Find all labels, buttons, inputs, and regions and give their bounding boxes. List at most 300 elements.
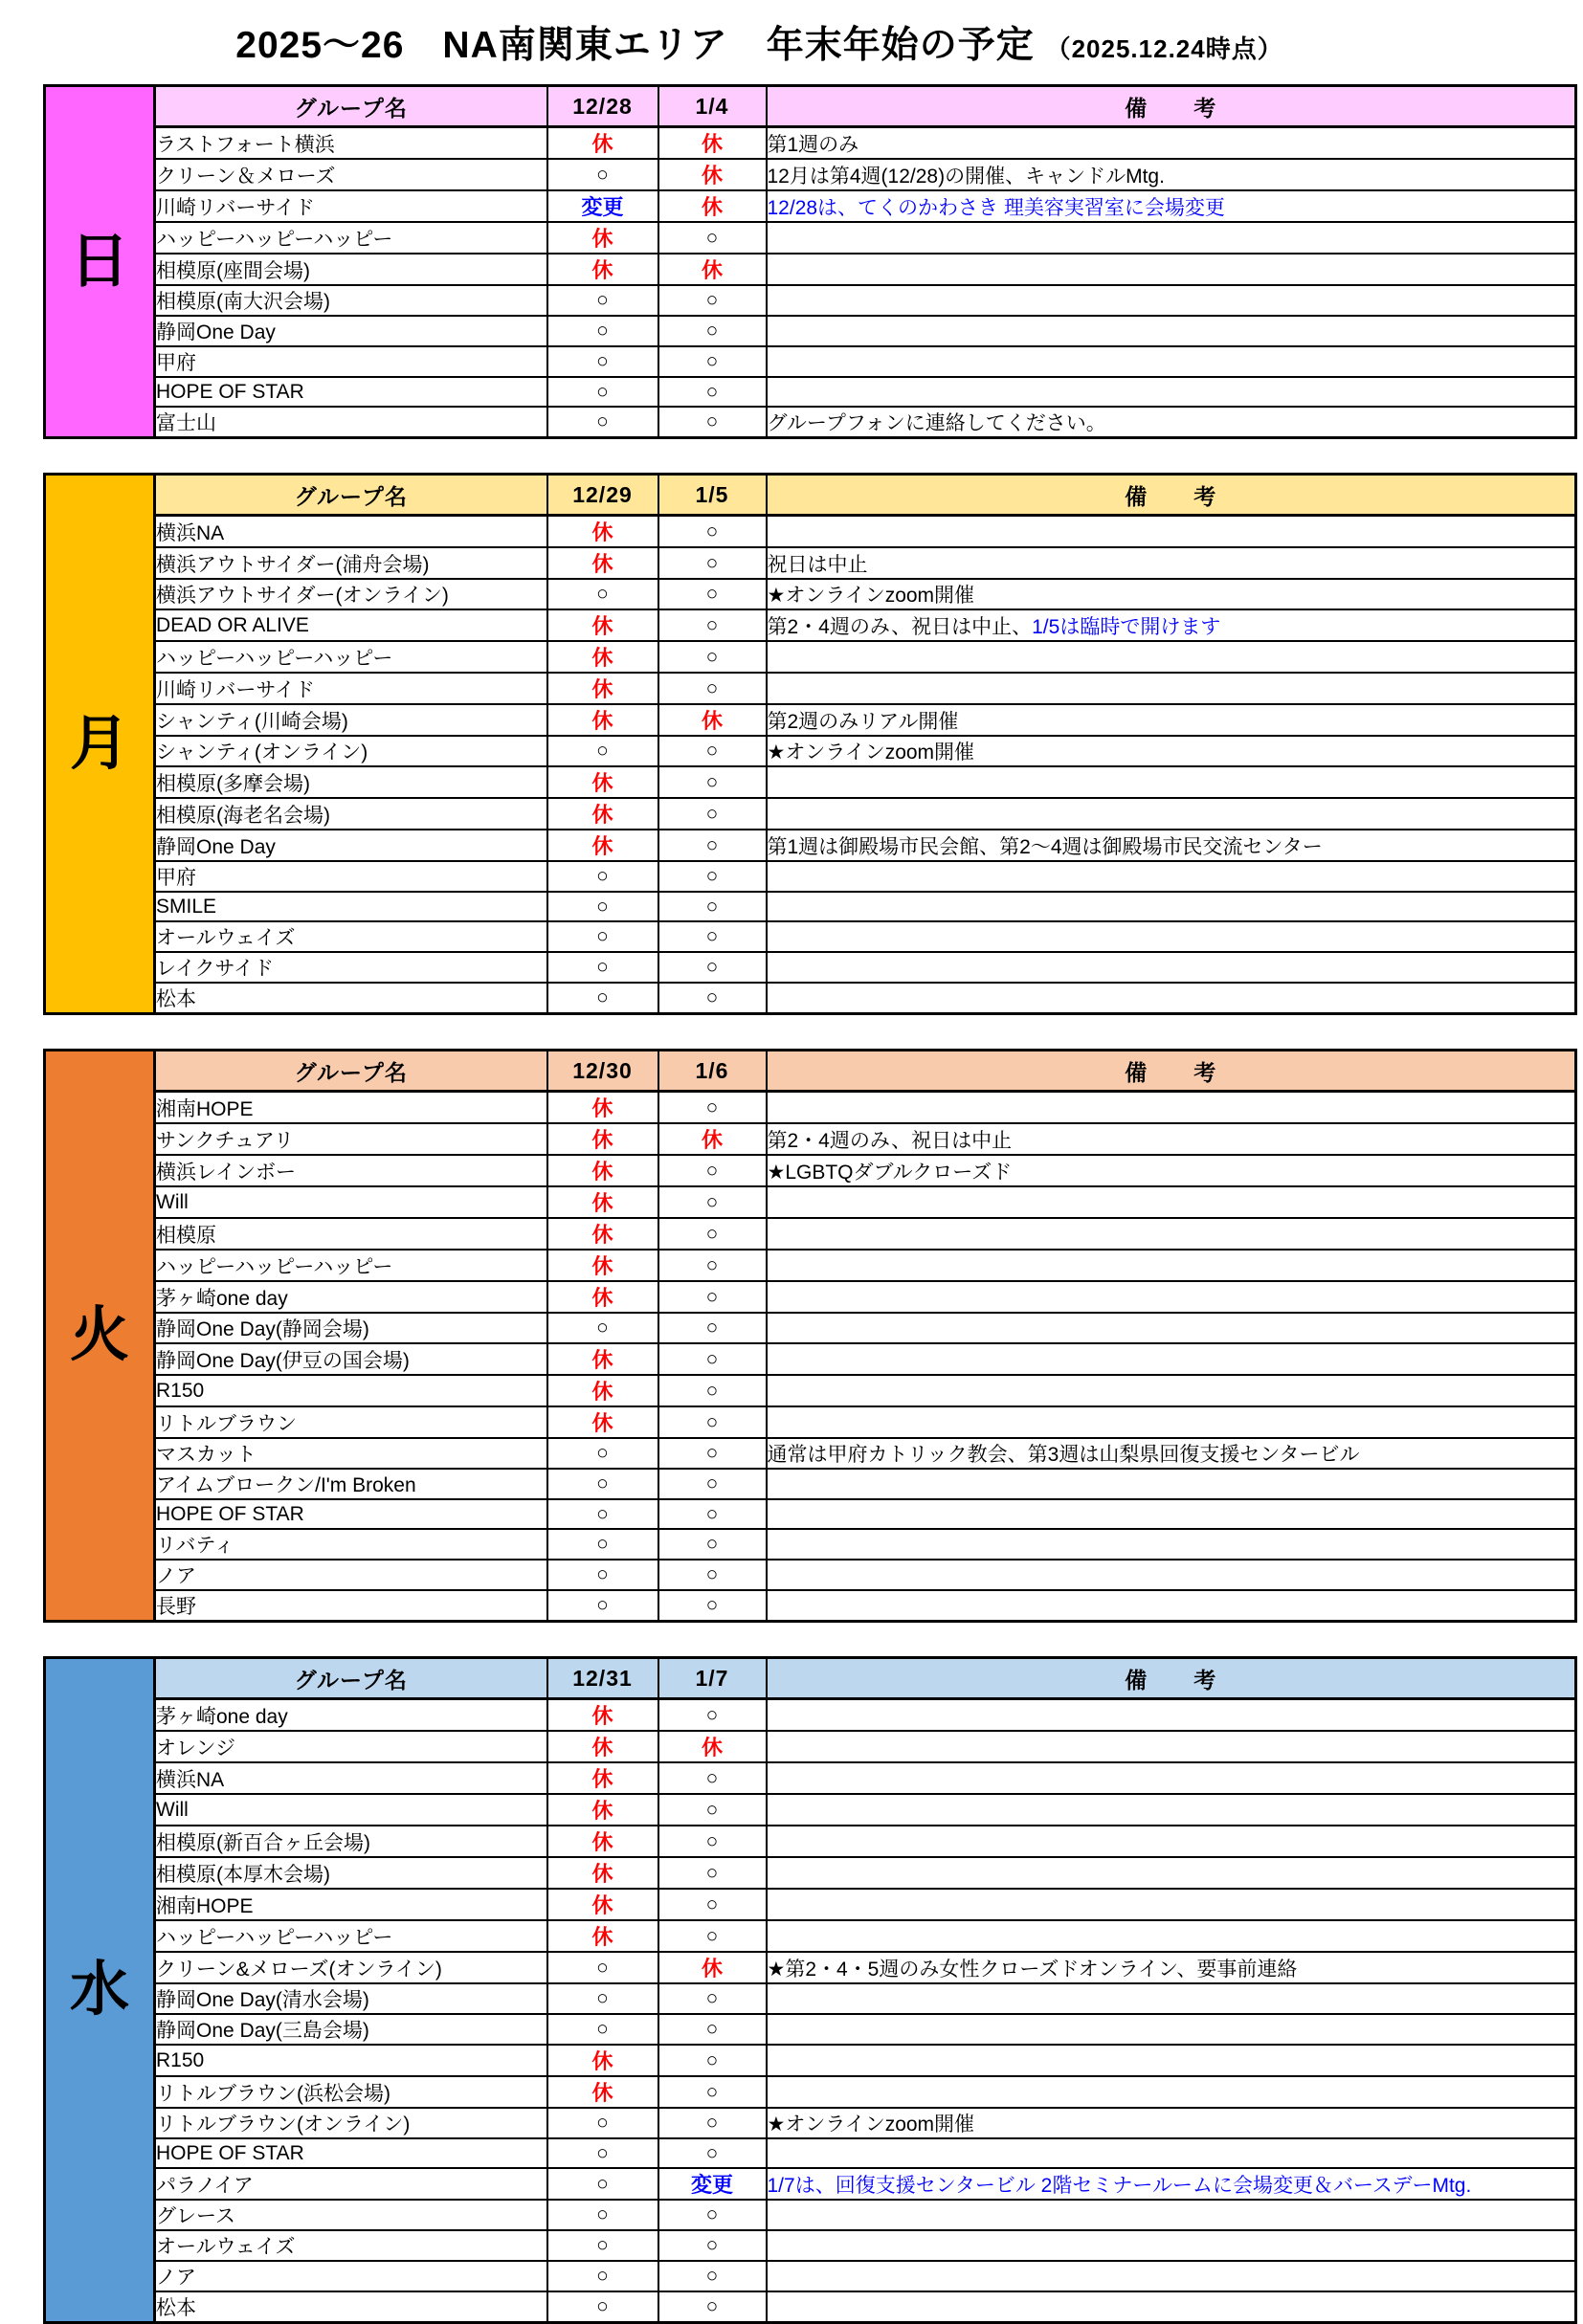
group-name-cell: 甲府 (155, 861, 547, 892)
date1-status-cell: 休 (547, 222, 658, 254)
date2-status-cell: ○ (658, 1281, 767, 1313)
group-name-cell: ノア (155, 1560, 547, 1590)
table-row (155, 2014, 1576, 2045)
date1-status-cell: ○ (547, 861, 658, 892)
date2-status-cell: ○ (658, 2138, 767, 2168)
remark-cell (767, 1826, 1576, 1857)
date2-status-cell: ○ (658, 830, 767, 861)
table-row (155, 285, 1576, 316)
date1-status-cell: 休 (547, 704, 658, 736)
date1-status-cell: 休 (547, 1406, 658, 1438)
remark-cell (767, 316, 1576, 346)
table-row (155, 766, 1576, 798)
date2-status-cell: ○ (658, 1590, 767, 1622)
table-row (155, 1186, 1576, 1218)
group-name-cell: アイムブロークン/I'm Broken (155, 1469, 547, 1499)
remark-cell (767, 983, 1576, 1014)
group-name-cell: 静岡One Day(三島会場) (155, 2014, 547, 2045)
date1-status-cell: 休 (547, 1731, 658, 1762)
date2-status-cell: ○ (658, 609, 767, 641)
table-row (155, 983, 1576, 1014)
date2-status-cell: 変更 (658, 2168, 767, 2200)
remark-text: グループフォンに連絡してください。 (767, 412, 1106, 434)
date2-status-cell: ○ (658, 1762, 767, 1794)
date2-status-cell: ○ (658, 1529, 767, 1560)
group-name-cell: 静岡One Day(静岡会場) (155, 1313, 547, 1343)
date1-status-cell: 休 (547, 1155, 658, 1186)
table-row (155, 892, 1576, 921)
remark-text: ★LGBTQダブルクローズド (767, 1161, 1013, 1184)
date2-status-cell: ○ (658, 1983, 767, 2014)
date1-status-cell: 休 (547, 2076, 658, 2108)
remark-text: 12/28は、てくのかわさき 理美容実習室に会場変更 (767, 196, 1225, 219)
table-row (155, 1699, 1576, 1732)
date2-status-cell: 休 (658, 190, 767, 222)
table-row (155, 579, 1576, 609)
remark-cell (767, 1983, 1576, 2014)
date2-status-cell: ○ (658, 1857, 767, 1889)
table-row (155, 2230, 1576, 2261)
group-name-cell: シャンティ(川崎会場) (155, 704, 547, 736)
table-row (155, 1826, 1576, 1857)
date2-status-cell: ○ (658, 1499, 767, 1529)
remark-cell (767, 704, 1576, 736)
date1-status-cell: ○ (547, 1313, 658, 1343)
date2-status-cell: 休 (658, 1731, 767, 1762)
table-row (155, 921, 1576, 952)
remark-cell (767, 1092, 1576, 1124)
group-name-cell: DEAD OR ALIVE (155, 609, 547, 641)
date2-status-cell: ○ (658, 316, 767, 346)
date1-status-cell: ○ (547, 952, 658, 983)
date1-status-cell: 休 (547, 254, 658, 285)
column-header-remark: 備 考 (767, 1658, 1576, 1699)
remark-text: 12月は第4週(12/28)の開催、キャンドルMtg. (767, 165, 1165, 188)
group-name-cell: グレース (155, 2200, 547, 2230)
column-header-group: グループ名 (155, 1658, 547, 1699)
date2-status-cell: 休 (658, 127, 767, 160)
table-row (155, 1313, 1576, 1343)
date2-status-cell: ○ (658, 766, 767, 798)
group-name-cell: クリーン＆メローズ (155, 159, 547, 190)
group-name-cell: R150 (155, 2045, 547, 2076)
remark-cell (767, 190, 1576, 222)
page-title-main: 2025〜26 NA南関東エリア 年末年始の予定 (235, 25, 1035, 66)
remark-cell (767, 1857, 1576, 1889)
remark-cell (767, 2200, 1576, 2230)
group-name-cell: 湘南HOPE (155, 1092, 547, 1124)
date2-status-cell: ○ (658, 1343, 767, 1375)
date2-status-cell: ○ (658, 222, 767, 254)
group-name-cell: Will (155, 1794, 547, 1826)
group-name-cell: サンクチュアリ (155, 1123, 547, 1155)
date2-status-cell: ○ (658, 377, 767, 407)
group-name-cell: SMILE (155, 892, 547, 921)
remark-cell (767, 2076, 1576, 2108)
remark-cell (767, 952, 1576, 983)
date2-status-cell: ○ (658, 983, 767, 1014)
table-row (155, 516, 1576, 548)
remark-cell (767, 2014, 1576, 2045)
date1-status-cell: 休 (547, 1281, 658, 1313)
remark-cell (767, 547, 1576, 579)
date1-status-cell: ○ (547, 2230, 658, 2261)
date1-status-cell: 休 (547, 547, 658, 579)
group-name-cell: ハッピーハッピーハッピー (155, 1250, 547, 1281)
date2-status-cell: ○ (658, 1155, 767, 1186)
section-sunday (43, 84, 1577, 439)
group-name-cell: ハッピーハッピーハッピー (155, 1920, 547, 1952)
date1-status-cell: ○ (547, 1560, 658, 1590)
date2-status-cell: ○ (658, 736, 767, 766)
date1-status-cell: ○ (547, 892, 658, 921)
table-row (155, 377, 1576, 407)
date2-status-cell: ○ (658, 2014, 767, 2045)
date1-status-cell: ○ (547, 1438, 658, 1469)
table-row (155, 2291, 1576, 2323)
remark-cell (767, 377, 1576, 407)
column-header-date1: 12/28 (547, 86, 658, 127)
page-title (43, 15, 1476, 69)
remark-cell (767, 2291, 1576, 2323)
group-name-cell: 相模原(多摩会場) (155, 766, 547, 798)
remark-cell (767, 1560, 1576, 1590)
group-name-cell: 横浜レインボー (155, 1155, 547, 1186)
date1-status-cell: ○ (547, 377, 658, 407)
date2-status-cell: ○ (658, 1092, 767, 1124)
date2-status-cell: ○ (658, 2291, 767, 2323)
remark-text: 1/5は臨時で開けます (1032, 615, 1221, 638)
table-row (155, 1343, 1576, 1375)
date2-status-cell: ○ (658, 1699, 767, 1732)
table-row (155, 1499, 1576, 1529)
remark-cell (767, 1375, 1576, 1406)
group-name-cell: HOPE OF STAR (155, 1499, 547, 1529)
date1-status-cell: ○ (547, 921, 658, 952)
date1-status-cell: ○ (547, 1469, 658, 1499)
remark-cell (767, 1313, 1576, 1343)
group-name-cell: 川崎リバーサイド (155, 190, 547, 222)
date1-status-cell: ○ (547, 2291, 658, 2323)
date2-status-cell: ○ (658, 1438, 767, 1469)
date2-status-cell: ○ (658, 285, 767, 316)
remark-cell (767, 1920, 1576, 1952)
date1-status-cell: 休 (547, 798, 658, 830)
remark-cell (767, 1762, 1576, 1794)
date1-status-cell: 休 (547, 1343, 658, 1375)
table-row (155, 547, 1576, 579)
date1-status-cell: ○ (547, 407, 658, 438)
day-label-monday: 月 (69, 710, 129, 777)
table-row (155, 1983, 1576, 2014)
date2-status-cell: ○ (658, 1313, 767, 1343)
day-label-cell-tuesday (43, 1049, 153, 1623)
remark-text: 祝日は中止 (767, 553, 868, 576)
date2-status-cell: ○ (658, 798, 767, 830)
group-name-cell: 松本 (155, 983, 547, 1014)
remark-text: ★第2・4・5週のみ女性クローズドオンライン、要事前連絡 (767, 1958, 1298, 1981)
date2-status-cell: ○ (658, 2230, 767, 2261)
remark-cell (767, 1343, 1576, 1375)
date1-status-cell: 休 (547, 1375, 658, 1406)
remark-cell (767, 346, 1576, 377)
column-header-date2: 1/7 (658, 1658, 767, 1699)
date2-status-cell: ○ (658, 1375, 767, 1406)
date1-status-cell: ○ (547, 2200, 658, 2230)
date1-status-cell: ○ (547, 1590, 658, 1622)
remark-cell (767, 2108, 1576, 2138)
date1-status-cell: 休 (547, 1889, 658, 1920)
table-row (155, 1281, 1576, 1313)
group-name-cell: 相模原(海老名会場) (155, 798, 547, 830)
schedule-table-monday (153, 473, 1577, 1015)
date1-status-cell: 休 (547, 830, 658, 861)
remark-cell (767, 254, 1576, 285)
date1-status-cell: 休 (547, 1186, 658, 1218)
date2-status-cell: ○ (658, 516, 767, 548)
remark-cell (767, 1155, 1576, 1186)
remark-cell (767, 2230, 1576, 2261)
date2-status-cell: 休 (658, 1952, 767, 1983)
table-row (155, 736, 1576, 766)
date1-status-cell: 休 (547, 1920, 658, 1952)
date2-status-cell: ○ (658, 2108, 767, 2138)
group-name-cell: ノア (155, 2261, 547, 2291)
table-row (155, 254, 1576, 285)
column-header-remark: 備 考 (767, 1051, 1576, 1092)
group-name-cell: R150 (155, 1375, 547, 1406)
remark-cell (767, 736, 1576, 766)
remark-text: 第1週は御殿場市民会館、第2〜4週は御殿場市民交流センター (767, 835, 1323, 858)
date1-status-cell: 休 (547, 1762, 658, 1794)
table-row (155, 2138, 1576, 2168)
remark-cell (767, 127, 1576, 160)
date1-status-cell: 休 (547, 2045, 658, 2076)
group-name-cell: クリーン&メローズ(オンライン) (155, 1952, 547, 1983)
date2-status-cell: ○ (658, 1186, 767, 1218)
remark-text: ★オンラインzoom開催 (767, 741, 975, 764)
date1-status-cell: ○ (547, 983, 658, 1014)
date1-status-cell: ○ (547, 159, 658, 190)
date1-status-cell: 休 (547, 1857, 658, 1889)
group-name-cell: パラノイア (155, 2168, 547, 2200)
date1-status-cell: ○ (547, 2168, 658, 2200)
table-row (155, 1406, 1576, 1438)
group-name-cell: 長野 (155, 1590, 547, 1622)
remark-cell (767, 1406, 1576, 1438)
date1-status-cell: 休 (547, 641, 658, 673)
column-header-group: グループ名 (155, 475, 547, 516)
table-row (155, 2168, 1576, 2200)
date2-status-cell: 休 (658, 159, 767, 190)
column-header-date2: 1/6 (658, 1051, 767, 1092)
schedule-table-wednesday (153, 1656, 1577, 2324)
date2-status-cell: 休 (658, 1123, 767, 1155)
column-header-group: グループ名 (155, 86, 547, 127)
table-row (155, 1469, 1576, 1499)
group-name-cell: 静岡One Day(清水会場) (155, 1983, 547, 2014)
group-name-cell: 相模原(本厚木会場) (155, 1857, 547, 1889)
date1-status-cell: 休 (547, 1092, 658, 1124)
group-name-cell: リバティ (155, 1529, 547, 1560)
remark-cell (767, 285, 1576, 316)
table-row (155, 1920, 1576, 1952)
remark-cell (767, 798, 1576, 830)
group-name-cell: リトルブラウン (155, 1406, 547, 1438)
table-row (155, 1155, 1576, 1186)
group-name-cell: 甲府 (155, 346, 547, 377)
date2-status-cell: 休 (658, 254, 767, 285)
table-row (155, 1762, 1576, 1794)
page-title-asof: （2025.12.24時点） (1045, 34, 1283, 63)
date1-status-cell: ○ (547, 2108, 658, 2138)
date1-status-cell: ○ (547, 736, 658, 766)
day-label-cell-monday (43, 473, 153, 1015)
date2-status-cell: ○ (658, 407, 767, 438)
date1-status-cell: 変更 (547, 190, 658, 222)
table-row (155, 2261, 1576, 2291)
date2-status-cell: ○ (658, 1218, 767, 1250)
date1-status-cell: 休 (547, 609, 658, 641)
table-row (155, 673, 1576, 704)
date2-status-cell: ○ (658, 1469, 767, 1499)
date1-status-cell: ○ (547, 285, 658, 316)
remark-cell (767, 673, 1576, 704)
date2-status-cell: ○ (658, 1794, 767, 1826)
date1-status-cell: 休 (547, 127, 658, 160)
remark-cell (767, 1186, 1576, 1218)
group-name-cell: 相模原(南大沢会場) (155, 285, 547, 316)
table-row (155, 346, 1576, 377)
remark-cell (767, 159, 1576, 190)
group-name-cell: マスカット (155, 1438, 547, 1469)
date2-status-cell: ○ (658, 952, 767, 983)
remark-cell (767, 641, 1576, 673)
table-row (155, 2200, 1576, 2230)
date1-status-cell: 休 (547, 1218, 658, 1250)
remark-cell (767, 1590, 1576, 1622)
remark-cell (767, 2045, 1576, 2076)
remark-cell (767, 1499, 1576, 1529)
date2-status-cell: ○ (658, 2261, 767, 2291)
table-row (155, 127, 1576, 160)
group-name-cell: ラストフォート横浜 (155, 127, 547, 160)
table-row (155, 2076, 1576, 2108)
day-label-tuesday: 火 (69, 1302, 129, 1368)
remark-cell (767, 921, 1576, 952)
remark-cell (767, 1952, 1576, 1983)
schedule-table-sunday (153, 84, 1577, 439)
group-name-cell: オレンジ (155, 1731, 547, 1762)
date1-status-cell: ○ (547, 1529, 658, 1560)
remark-cell (767, 861, 1576, 892)
header-row (155, 1051, 1576, 1092)
remark-cell (767, 1794, 1576, 1826)
date2-status-cell: ○ (658, 1250, 767, 1281)
group-name-cell: ハッピーハッピーハッピー (155, 222, 547, 254)
group-name-cell: オールウェイズ (155, 2230, 547, 2261)
table-row (155, 1250, 1576, 1281)
table-row (155, 1857, 1576, 1889)
group-name-cell: ハッピーハッピーハッピー (155, 641, 547, 673)
table-row (155, 641, 1576, 673)
remark-cell (767, 1529, 1576, 1560)
date1-status-cell: 休 (547, 1699, 658, 1732)
section-tuesday (43, 1049, 1577, 1623)
group-name-cell: 相模原(座間会場) (155, 254, 547, 285)
date2-status-cell: ○ (658, 547, 767, 579)
remark-cell (767, 766, 1576, 798)
table-row (155, 1438, 1576, 1469)
date2-status-cell: ○ (658, 673, 767, 704)
group-name-cell: 松本 (155, 2291, 547, 2323)
table-row (155, 1375, 1576, 1406)
remark-cell (767, 222, 1576, 254)
date1-status-cell: ○ (547, 2138, 658, 2168)
date2-status-cell: ○ (658, 641, 767, 673)
date1-status-cell: 休 (547, 516, 658, 548)
table-row (155, 1952, 1576, 1983)
group-name-cell: 静岡One Day (155, 830, 547, 861)
table-row (155, 952, 1576, 983)
remark-cell (767, 1699, 1576, 1732)
remark-cell (767, 1281, 1576, 1313)
table-row (155, 407, 1576, 438)
remark-text: 第1週のみ (767, 133, 859, 156)
column-header-date2: 1/4 (658, 86, 767, 127)
remark-cell (767, 2261, 1576, 2291)
remark-cell (767, 1731, 1576, 1762)
group-name-cell: 静岡One Day(伊豆の国会場) (155, 1343, 547, 1375)
table-row (155, 159, 1576, 190)
remark-text: 第2・4週のみ、祝日は中止、 (767, 615, 1033, 638)
table-row (155, 1123, 1576, 1155)
table-row (155, 316, 1576, 346)
header-row (155, 1658, 1576, 1699)
column-header-date1: 12/29 (547, 475, 658, 516)
date2-status-cell: ○ (658, 921, 767, 952)
table-row (155, 1590, 1576, 1622)
section-monday (43, 473, 1577, 1015)
table-row (155, 798, 1576, 830)
date2-status-cell: ○ (658, 892, 767, 921)
remark-text: 第2・4週のみ、祝日は中止 (767, 1129, 1013, 1152)
table-row (155, 1889, 1576, 1920)
remark-cell (767, 1218, 1576, 1250)
table-row (155, 2045, 1576, 2076)
header-row (155, 86, 1576, 127)
group-name-cell: シャンティ(オンライン) (155, 736, 547, 766)
group-name-cell: オールウェイズ (155, 921, 547, 952)
group-name-cell: 相模原(新百合ヶ丘会場) (155, 1826, 547, 1857)
date1-status-cell: 休 (547, 673, 658, 704)
date2-status-cell: ○ (658, 1920, 767, 1952)
date2-status-cell: 休 (658, 704, 767, 736)
date1-status-cell: ○ (547, 2261, 658, 2291)
date1-status-cell: ○ (547, 316, 658, 346)
date2-status-cell: ○ (658, 346, 767, 377)
date2-status-cell: ○ (658, 861, 767, 892)
remark-text: ★オンラインzoom開催 (767, 2114, 975, 2136)
remark-cell (767, 892, 1576, 921)
date1-status-cell: ○ (547, 1983, 658, 2014)
remark-cell (767, 1438, 1576, 1469)
remark-cell (767, 1469, 1576, 1499)
remark-text: ★オンラインzoom開催 (767, 585, 975, 607)
group-name-cell: 茅ヶ崎one day (155, 1699, 547, 1732)
group-name-cell: 静岡One Day (155, 316, 547, 346)
remark-cell (767, 2168, 1576, 2200)
